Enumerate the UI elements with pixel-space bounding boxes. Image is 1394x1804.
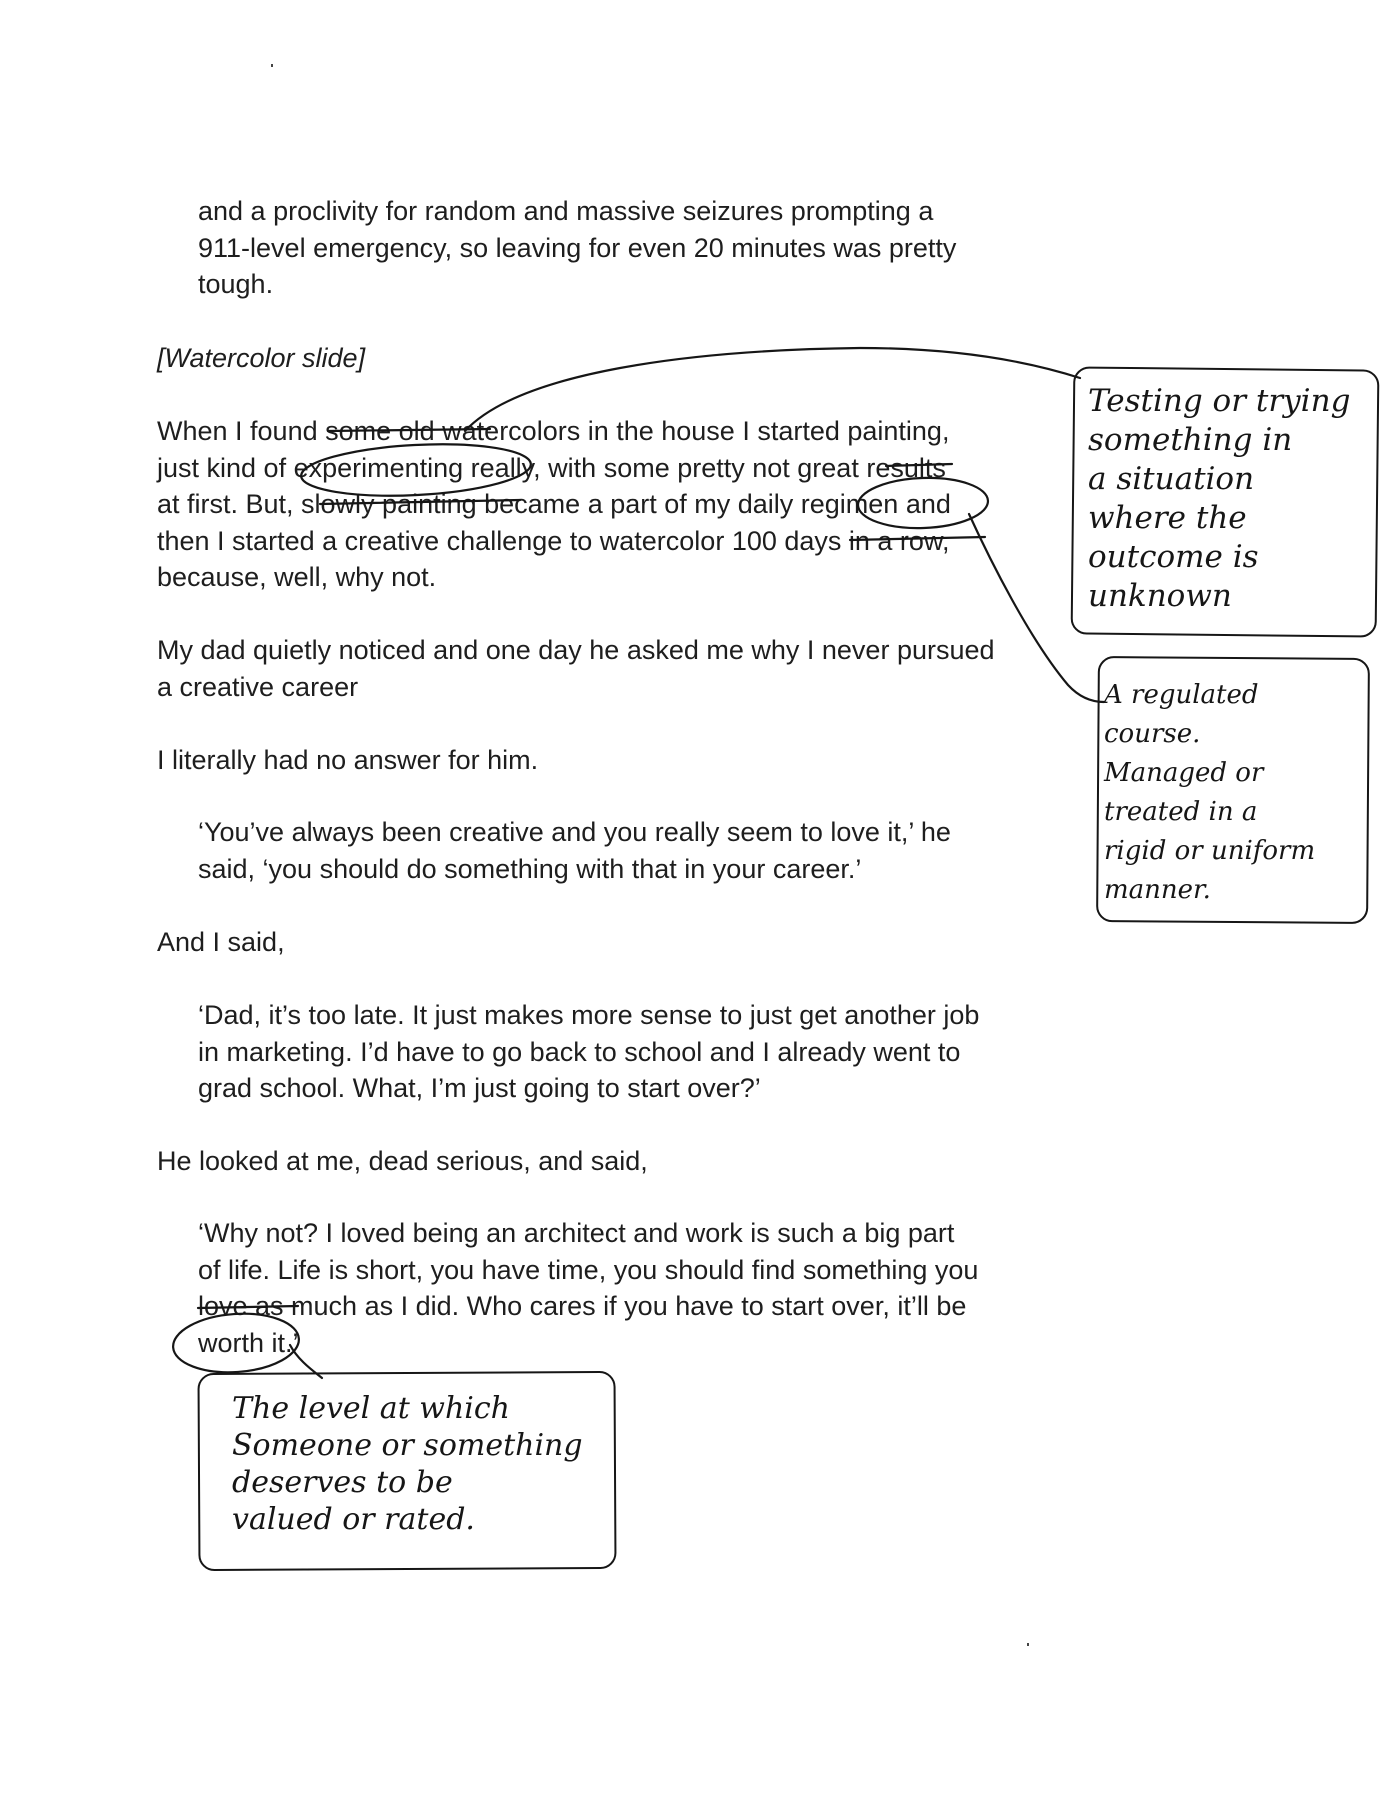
text-line: ‘You’ve always been creative and you really seem to love it,’ he bbox=[198, 817, 951, 847]
handwritten-line: A regulated bbox=[1104, 680, 1259, 710]
handwritten-line: Managed or bbox=[1104, 758, 1264, 788]
worth-it-definition-note bbox=[232, 1390, 583, 1538]
handwritten-line: rigid or uniform bbox=[1104, 836, 1316, 866]
scan-speck bbox=[1027, 1643, 1029, 1646]
no-answer-paragraph: I literally had no answer for him. bbox=[157, 745, 539, 775]
regimen-definition-note bbox=[1104, 676, 1315, 910]
handwritten-line: a situation bbox=[1088, 461, 1255, 497]
text-line: love as much as I did. Who cares if you have to start over, it’ll be bbox=[198, 1291, 967, 1321]
scan-speck bbox=[271, 64, 273, 67]
text-line: said, ‘you should do something with that in your career.’ bbox=[198, 853, 862, 884]
text-line: in marketing. I’d have to go back to school and I already went to bbox=[198, 1036, 961, 1067]
text-line: My dad quietly noticed and one day he asked me why I never pursued bbox=[157, 635, 995, 665]
handwritten-line: The level at which bbox=[232, 1391, 510, 1426]
text-line: ‘Why not? I loved being an architect and work is such a big part bbox=[198, 1218, 955, 1248]
handwritten-line: Testing or trying bbox=[1088, 383, 1351, 419]
he-looked-paragraph: He looked at me, dead serious, and said, bbox=[157, 1146, 648, 1176]
text-line: worth it.’ bbox=[198, 1327, 299, 1358]
text-line: When I found some old watercolors in the house I started painting, bbox=[157, 416, 950, 446]
top-paragraph bbox=[198, 193, 956, 303]
text-line: of life. Life is short, you have time, you should find something you bbox=[198, 1254, 979, 1285]
text-line: tough. bbox=[198, 269, 274, 299]
handwritten-line: valued or rated. bbox=[232, 1502, 475, 1537]
handwritten-line: unknown bbox=[1088, 578, 1232, 614]
dad-noticed-paragraph bbox=[157, 632, 995, 705]
handwritten-line: treated in a bbox=[1104, 797, 1258, 827]
handwritten-line: Someone or something bbox=[232, 1428, 583, 1463]
text-line: and a proclivity for random and massive seizures prompting a bbox=[198, 196, 934, 226]
dad-quote-2 bbox=[198, 1215, 978, 1361]
slide-cue: [Watercolor slide] bbox=[157, 343, 366, 373]
handwritten-line: something in bbox=[1088, 422, 1293, 458]
text-line: because, well, why not. bbox=[157, 562, 437, 592]
handwritten-line: deserves to be bbox=[232, 1465, 453, 1500]
handwritten-line: course. bbox=[1104, 719, 1201, 749]
text-line: just kind of experimenting really, with some pretty not great results bbox=[157, 452, 946, 483]
text-line: grad school. What, I’m just going to start over?’ bbox=[198, 1073, 761, 1103]
text-line: 911-level emergency, so leaving for even 20 minutes was pretty bbox=[198, 232, 957, 263]
text-line: at first. But, slowly painting became a part of my daily regimen and bbox=[157, 489, 951, 519]
handwritten-line: where the bbox=[1088, 500, 1247, 536]
my-quote bbox=[198, 997, 979, 1107]
experimenting-definition-note bbox=[1088, 382, 1350, 616]
text-line: a creative career bbox=[157, 671, 359, 702]
handwritten-line: outcome is bbox=[1088, 539, 1259, 575]
text-line: ‘Dad, it’s too late. It just makes more sense to just get another job bbox=[198, 1000, 980, 1030]
dad-quote-1 bbox=[198, 814, 951, 887]
text-line: then I started a creative challenge to watercolor 100 days in a row, bbox=[157, 525, 950, 556]
and-i-said-paragraph: And I said, bbox=[157, 927, 285, 957]
handwritten-line: manner. bbox=[1104, 875, 1211, 905]
watercolor-paragraph bbox=[157, 413, 951, 596]
